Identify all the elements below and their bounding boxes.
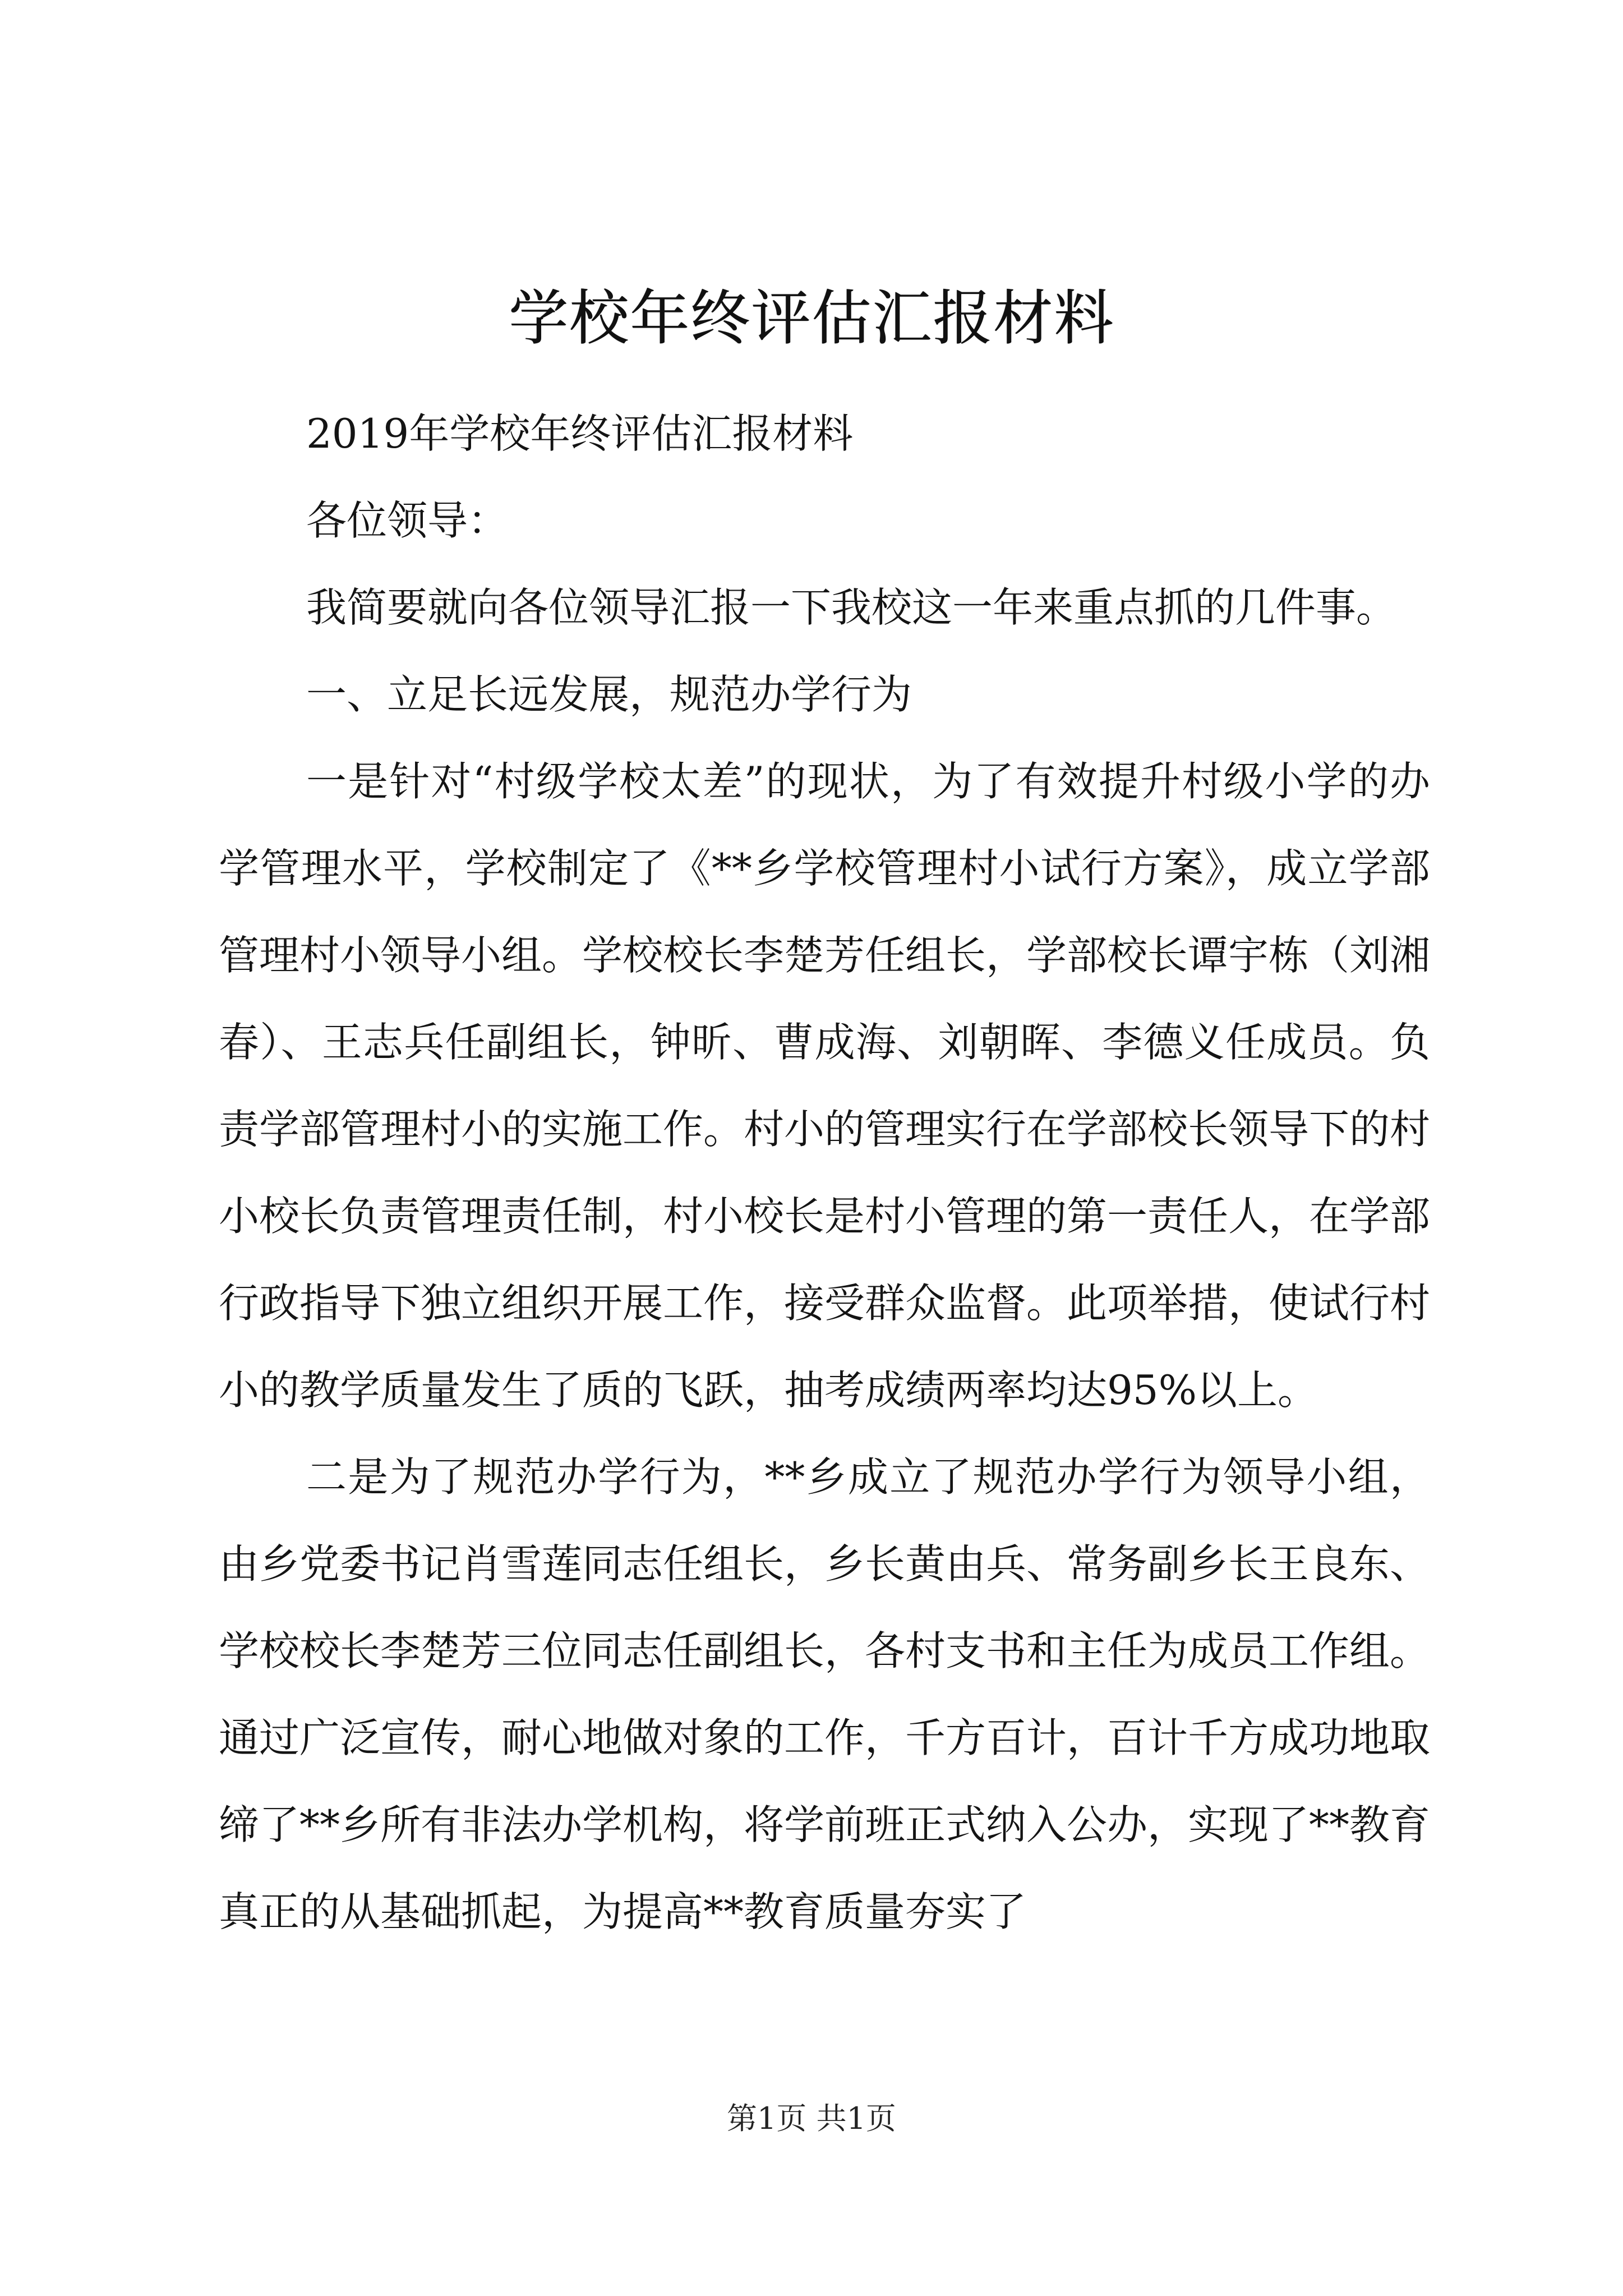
paragraph-point-2: 二是为了规范办学行为，**乡成立了规范办学行为领导小组，由乡党委书记肖雪莲同志任组长，乡长黄由兵、常务副乡长王良东、学校校长李楚芳三位同志任副组长，各村支书和主任为成员工作组。通过广泛宣传，耐心地做对象的工作，千方百计，百计千方成功地取缔了**乡所有非法办学机构，将学前班正式纳入公办，实现了**教育真正的从基础抓起，为提高**教育质量夯实了 [219, 1453, 1431, 1935]
paragraph-subtitle: 2019年学校年终评估汇报材料 [306, 410, 854, 457]
document-title: 学校年终评估汇报材料 [509, 284, 1114, 353]
paragraph-point-1: 一是针对“村级学校太差”的现状，为了有效提升村级小学的办学管理水平，学校制定了《**乡学校管理村小试行方案》，成立学部管理村小领导小组。学校校长李楚芳任组长，学部校长谭宇栋（刘湘春）、王志兵任副组长，钟昕、曹成海、刘朝晖、李德义任成员。负责学部管理村小的实施工作。村小的管理实行在学部校长领导下的村小校长负责管理责任制，村小校长是村小管理的第一责任人，在学部行政指导下独立组织开展工作，接受群众监督。此项举措，使试行村小的教学质量发生了质的飞跃，抽考成绩两率均达95%以上。 [219, 758, 1431, 1414]
paragraph-salutation: 各位领导： [306, 497, 509, 544]
paragraph-intro: 我简要就向各位领导汇报一下我校这一年来重点抓的几件事。 [306, 584, 1397, 631]
document-body [219, 390, 1430, 1955]
section-heading-1: 一、立足长远发展，规范办学行为 [306, 671, 912, 718]
page-footer: 第1页 共1页 [727, 2101, 896, 2136]
